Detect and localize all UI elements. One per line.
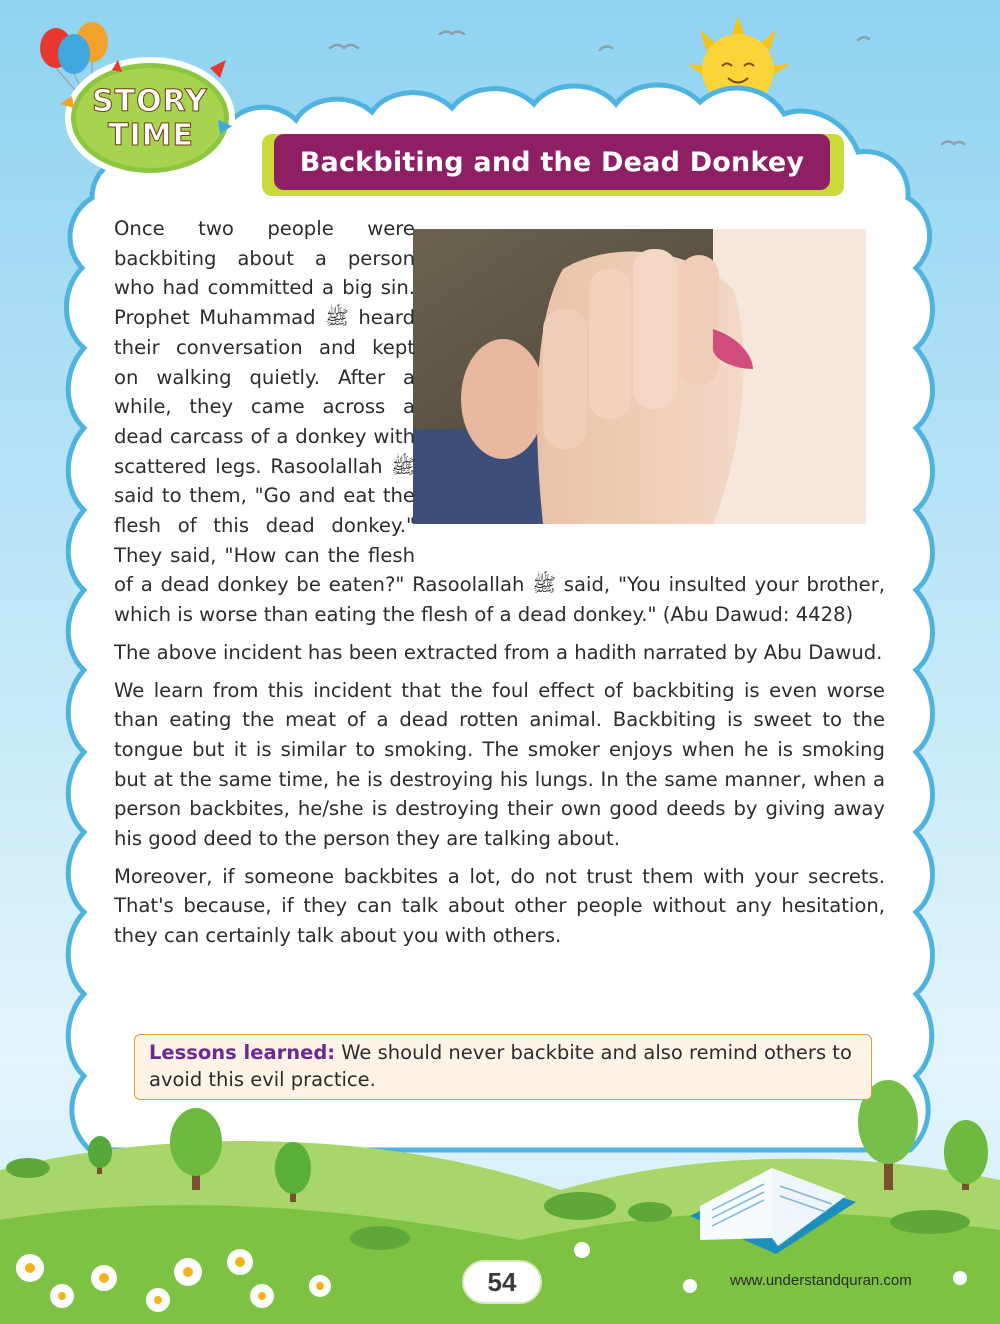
story-body (114, 214, 885, 959)
photo-float-spacer (415, 214, 885, 554)
paragraph-incident: Once two people were backbiting about a person who had committed a big sin. Prophet Muhammad ﷺ heard their conversation and kept on walking quietly. After a while, they came across a dead carcass of a donkey with scattered legs. Rasoolallah ﷺ said to them, "Go and eat the flesh of this dead donkey." They said, "How can the flesh of a dead donkey be eaten?" Rasoolallah ﷺ said, "You insulted your brother, which is worse than eating the flesh of a dead donkey." (Abu Dawud: 4428) (114, 217, 885, 627)
lessons-learned-box (134, 1034, 872, 1100)
paragraph-source: The above incident has been extracted from a hadith narrated by Abu Dawud. (114, 640, 883, 664)
lessons-learned-label: Lessons learned: (149, 1041, 336, 1064)
website-url: www.understandquran.com (730, 1272, 912, 1289)
badge-line-time: TIME (108, 118, 194, 153)
lessons-learned-text: We should never backbite and also remind others to avoid this evil practice. (149, 1041, 852, 1091)
badge-line-story: STORY (92, 84, 208, 119)
paragraph-lesson-explained: We learn from this incident that the foul effect of backbiting is even worse than eating the meat of a dead rotten animal. Backbiting is sweet to the tongue but it is similar to smoking. The smoker enjoys when he is smoking but at the same time, he is destroying his lungs. In the same manner, when a person backbites, he/she is destroying their own good deeds by giving away his good deed to the person they are talking about. (114, 678, 885, 851)
page-number: 54 (462, 1260, 542, 1304)
page-title: Backbiting and the Dead Donkey (299, 146, 805, 178)
title-banner-inner (274, 134, 830, 190)
paragraph-advice: Moreover, if someone backbites a lot, do not trust them with your secrets. That's because, if they can talk about other people without any hesitation, they can certainly talk about you with others. (114, 864, 885, 948)
title-banner (262, 134, 844, 196)
